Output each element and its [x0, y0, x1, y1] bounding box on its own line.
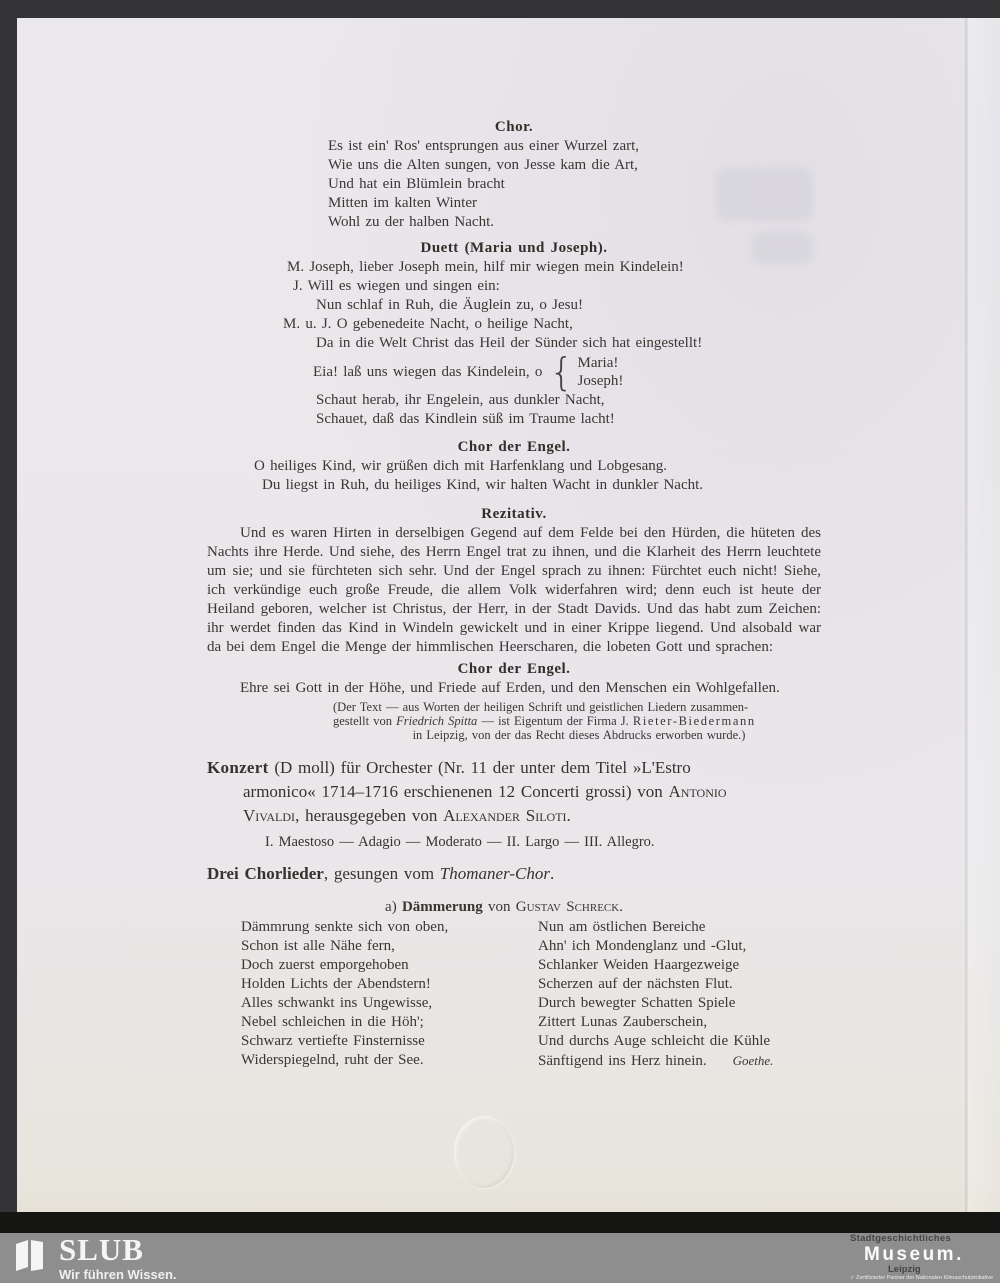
- rezitativ-paragraph: Und es waren Hirten in derselbigen Gegend auf dem Felde bei den Hürden, die hüteten des Nachts ihre Herde. Und siehe, des Herrn Engel trat zu ihnen, und die Klarheit des Herrn leuchtete um sie; und sie fürchteten sich sehr. Und der Engel sprach zu ihnen: Fürchtet euch nicht! Siehe, ich verkündige euch große Freude, die allem Volk widerfahren wird; denn euch ist heute der Heiland geboren, welcher ist Christus, der Herr, in der Stadt Davids. Und das habt zum Zeichen: ihr werdet finden das Kind in Windeln gewickelt und in einer Krippe liegend. Und alsobald war da bei dem Engel die Menge der himmlischen Heerscharen, die lobeten Gott und sprachen:: [207, 525, 821, 655]
- poem-line: Dämmrung senkte sich von oben,: [241, 919, 449, 935]
- verse-line: Mitten im kalten Winter: [328, 195, 478, 211]
- duett-verse: [207, 258, 821, 429]
- konzert-line: [207, 780, 821, 804]
- poem-line: Schwarz vertiefte Finsternisse: [241, 1033, 425, 1049]
- publisher-name: Rieter-Biedermann: [632, 714, 756, 728]
- chorlieder-text: .: [549, 864, 555, 883]
- poem-column-left: [241, 918, 538, 1071]
- duett-subtitle: (Maria und Joseph).: [458, 240, 608, 256]
- duett-title: Duett: [420, 240, 459, 256]
- copyright-note: [333, 700, 825, 742]
- ehre-paragraph: Ehre sei Gott in der Höhe, und Friede auf Erden, und den Menschen ein Wohlgefallen.: [240, 680, 780, 696]
- duett-line: [207, 258, 821, 277]
- movement-list: I. Maestoso — Adagio — Moderato — II. Largo — III. Allegro.: [265, 834, 655, 850]
- chorlieder-title: Drei Chorlieder: [207, 864, 324, 883]
- chor-verse: [207, 137, 821, 232]
- section-heading-chor: Chor.: [494, 119, 534, 135]
- duett-line-text: Eia! laß uns wiegen das Kindelein, o: [313, 363, 543, 380]
- poem-line: Widerspiegelnd, ruht der See.: [241, 1052, 424, 1068]
- poem-line: Doch zuerst emporgehoben: [241, 957, 409, 973]
- engel-line: O heiliges Kind, wir grüßen dich mit Harfenklang und Lobgesang.: [254, 458, 667, 474]
- museum-line-leipzig: Leipzig: [888, 1263, 921, 1275]
- engel-line: Du liegst in Ruh, du heiliges Kind, wir halten Wacht in dunkler Nacht.: [262, 477, 704, 493]
- duett-line: [207, 334, 821, 353]
- konzert-line: [207, 804, 821, 828]
- section-heading-rezitativ: Rezitativ.: [481, 506, 547, 522]
- museum-logo: [850, 1234, 1000, 1282]
- section-heading-duett: [207, 239, 821, 258]
- konzert-line: [207, 756, 821, 780]
- slub-text-block: [59, 1231, 177, 1282]
- konzert-text: (D moll) für Orchester (Nr. 11 der unter dem Titel »L'Estro: [268, 758, 691, 777]
- duett-line: Schaut herab, ihr Engelein, aus dunkler Nacht,: [316, 392, 605, 408]
- paper-fold-strip: [968, 18, 1000, 1212]
- verse-line: Wie uns die Alten sungen, von Jesse kam die Art,: [328, 157, 638, 173]
- slub-tagline: Wir führen Wissen.: [59, 1266, 177, 1282]
- duett-line-text: Da in die Welt Christ das Heil der Sünder sich hat eingestellt!: [316, 335, 703, 351]
- duett-eia-line: [207, 350, 821, 394]
- verse-line: Wohl zu der halben Nacht.: [328, 214, 494, 230]
- konzert-text: , herausgegeben von: [295, 806, 444, 825]
- note-line: (Der Text — aus Worten der heiligen Schrift und geistlichen Liedern zusammen-: [333, 700, 749, 714]
- section-heading-chor-der-engel: Chor der Engel.: [457, 439, 571, 455]
- konzert-text: .: [566, 806, 571, 825]
- name-choices: [578, 354, 624, 390]
- poem-line: Alles schwankt ins Ungewisse,: [241, 995, 433, 1011]
- konzert-title: Konzert: [207, 758, 269, 777]
- choice-maria: Maria!: [577, 355, 619, 371]
- poem-line: Durch bewegter Schatten Spiele: [538, 995, 736, 1011]
- editor-name: Alexander Siloti: [443, 806, 567, 825]
- poem-line: [538, 1051, 818, 1071]
- poem-line: Schon ist alle Nähe fern,: [241, 938, 395, 954]
- lied-label: a): [385, 899, 402, 915]
- konzert-text: armonico« 1714–1716 erschienenen 12 Concerti grossi) von: [243, 782, 669, 801]
- duett-line-text: Joseph, lieber Joseph mein, hilf mir wiegen mein Kindelein!: [309, 259, 684, 275]
- museum-certification-line: ✓ Zertifizierter Partner der Nationalen Klimaschutzinitiative: [850, 1275, 994, 1282]
- duett-line-text: Nun schlaf in Ruh, die Äuglein zu, o Jesu!: [316, 297, 583, 313]
- poem-line: Holden Lichts der Abendstern!: [241, 976, 431, 992]
- provenance-footer-bar: [0, 1233, 1000, 1283]
- speaker-label: J.: [293, 278, 303, 294]
- poem-daemmerung: [241, 918, 821, 1071]
- slub-wordmark: SLUB: [59, 1231, 144, 1267]
- poet-attribution: Goethe.: [732, 1053, 774, 1068]
- note-text: gestellt von: [333, 714, 397, 728]
- composer-name: Vivaldi: [243, 806, 296, 825]
- scan-shadow-band: [0, 1212, 1000, 1233]
- poem-line-text: Sänftigend ins Herz hinein.: [538, 1053, 707, 1069]
- chorlieder-entry: [207, 862, 821, 886]
- choice-joseph: Joseph!: [577, 373, 624, 389]
- lied-text: von: [482, 899, 516, 915]
- poem-line: Und durchs Auge schleicht die Kühle: [538, 1033, 771, 1049]
- lied-title: Dämmerung: [401, 899, 483, 915]
- embossed-stamp: [454, 1116, 514, 1188]
- lied-a-heading: [207, 898, 801, 917]
- duett-line: [207, 315, 821, 334]
- konzert-entry: [207, 756, 821, 854]
- choir-name-italic: Thomaner-Chor: [439, 864, 550, 883]
- curly-brace-glyph: {: [549, 350, 574, 394]
- duett-line-text: O gebenedeite Nacht, o heilige Nacht,: [336, 316, 573, 332]
- scanned-page: [17, 18, 1000, 1212]
- duett-line-text: Will es wiegen und singen ein:: [307, 278, 500, 294]
- duett-line: Schauet, daß das Kindlein süß im Traume lacht!: [316, 411, 615, 427]
- poem-line: Zittert Lunas Zauberschein,: [538, 1014, 708, 1030]
- speaker-label: M.: [287, 259, 305, 275]
- poem-line: Schlanker Weiden Haargezweige: [538, 957, 740, 973]
- chorlieder-text: , gesungen vom: [323, 864, 440, 883]
- open-book-icon: [14, 1238, 46, 1272]
- duett-line: [207, 277, 821, 296]
- museum-line-stadtgeschichtliches: Stadtgeschichtliches: [850, 1233, 952, 1245]
- slub-logo: [0, 1231, 177, 1282]
- museum-wordmark: Museum.: [864, 1243, 964, 1265]
- lied-text: .: [619, 899, 623, 915]
- verse-line: Und hat ein Blümlein bracht: [328, 176, 505, 192]
- section-heading-chor-der-engel-2: Chor der Engel.: [457, 661, 571, 677]
- verse-line: Es ist ein' Ros' entsprungen aus einer Wurzel zart,: [328, 138, 640, 154]
- program-text: [207, 118, 821, 1071]
- poem-line: Scherzen auf der nächsten Flut.: [538, 976, 733, 992]
- poem-line: Ahn' ich Mondenglanz und -Glut,: [538, 938, 747, 954]
- poem-column-right: [538, 918, 818, 1071]
- author-name-italic: Friedrich Spitta: [396, 714, 478, 728]
- note-text: — ist Eigentum der Firma J.: [477, 714, 633, 728]
- composer-name: Antonio: [668, 782, 727, 801]
- note-line: [333, 714, 825, 728]
- poem-line: Nun am östlichen Bereiche: [538, 919, 706, 935]
- composer-name: Gustav Schreck: [515, 899, 620, 915]
- poem-line: Nebel schleichen in die Höh';: [241, 1014, 424, 1030]
- note-line: in Leipzig, von der das Recht dieses Abdrucks erworben wurde.): [412, 728, 746, 742]
- speaker-label: M. u. J.: [283, 316, 332, 332]
- duett-line: [207, 296, 821, 315]
